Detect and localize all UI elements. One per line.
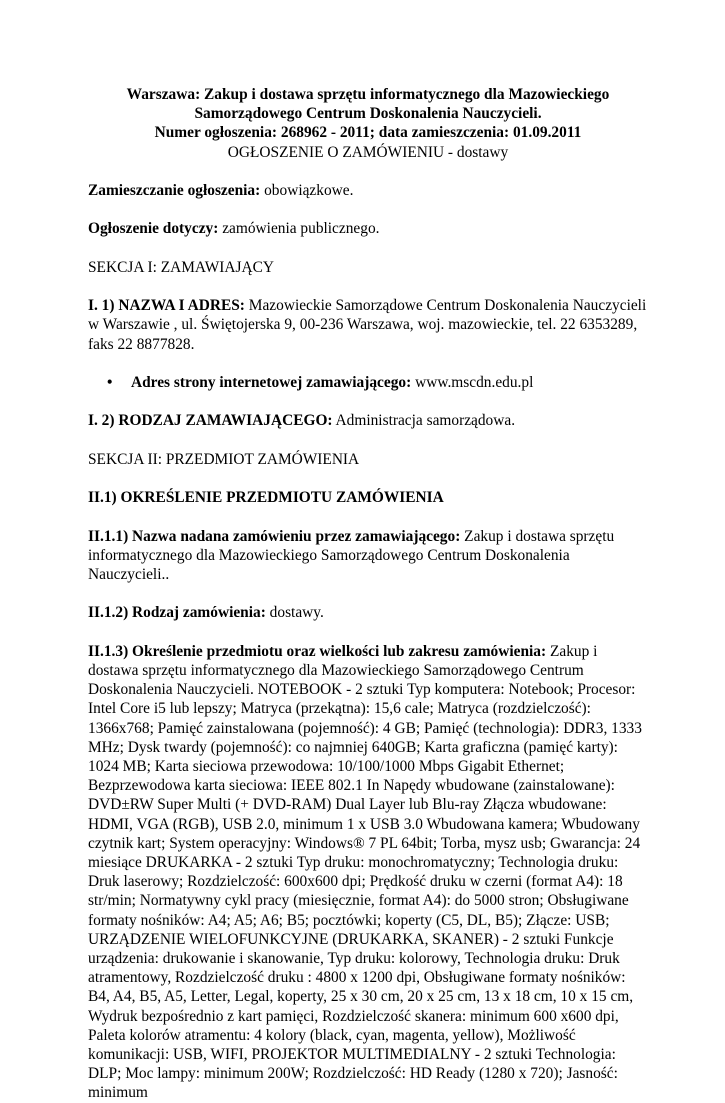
bullet-icon: • xyxy=(107,373,113,391)
header-notice-number: Numer ogłoszenia: 268962 - 2011; data zamieszczenia: 01.09.2011 xyxy=(154,124,582,142)
subject-scope-value: Zakup i dostawa sprzętu informatycznego dla Mazowieckiego Samorządowego Centrum Doskonalenia Nauczycieli. NOTEBOOK - 2 sztuki Typ komputera: Notebook; Procesor: Intel Core i5 lub lepszy; Matryca (przekątna): 15,6 cale; Matryca (rozdzielczość): 1366x768; Pamięć zainstalowana (pojemność): 4 GB; Pamięć (technologia): DDR3, 1333 MHz; Dysk twardy (pojemność): co najmniej 640GB; Karta graficzna (pamięć karty): 1024 MB; Karta sieciowa przewodowa: 10/100/1000 Mbps Gigabit Ethernet; Bezprzewodowa karta sieciowa: IEEE 802.1 In Napędy wbudowane (zainstalowane): DVD±RW Super Multi (+ DVD-RAM) Dual Layer lub Blu-ray Złącza wbudowane: HDMI, VGA (RGB), USB 2.0, minimum 1 x USB 3.0 Wbudowana kamera; Wbudowany czytnik kart; System operacyjny: Windows® 7 PL 64bit; Torba, mysz usb; Gwarancja: 24 miesiące DRUKARKA - 2 sztuki Typ druku: monochromatyczny; Technologia druku: Druk laserowy; Rozdzielczość: 600x600 dpi; Prędkość druku w czerni (format A4): 18 str/min; Normatywny cykl pracy (miesięcznie, format A4): do 5000 stron; Obsługiwane formaty nośników: A4; A5; A6; B5; pocztówki; koperty (C5, DL, B5); Złącze: USB; URZĄDZENIE WIELOFUNKCYJNE (DRUKARKA, SKANER) - 2 sztuki Funkcje urządzenia: drukowanie i skanowanie, Typ druku: kolorowy, Technologia druku: Druk atramentowy, Rozdzielczość druku : 4800 x 1200 dpi, Obsługiwane formaty nośników: B4, A4, B5, A5, Letter, Legal, koperty, 25 x 30 cm, 20 x 25 cm, 13 x 18 cm, 10 x 15 cm, Wydruk bezpośrednio z kart pamięci, Rozdzielczość skanera: minimum 600 x600 dpi, Paleta kolorów atramentu: 4 kolory (black, cyan, magenta, yellow), Możliwość komunikacji: USB, WIFI, PROJEKTOR MULTIMEDIALNY - 2 sztuki Technologia: DLP; Moc lampy: minimum 200W; Rozdzielczość: HD Ready (1280 x 720); Jasność: minimum xyxy=(88,642,642,1102)
contract-type-label: II.1.2) Rodzaj zamówienia: xyxy=(88,604,266,622)
contract-type xyxy=(88,603,648,622)
website-list-item xyxy=(88,373,648,392)
subject-scope xyxy=(88,642,648,1103)
posting-mode-label: Zamieszczanie ogłoszenia: xyxy=(88,182,261,199)
subject-definition-heading xyxy=(88,488,648,507)
posting-mode-value: obowiązkowe. xyxy=(260,182,354,199)
contracting-authority-address xyxy=(88,296,648,354)
address-value: Mazowieckie Samorządowe Centrum Doskonalenia Nauczycieli w Warszawie , ul. Świętojerska 9, 00-236 Warszawa, woj. mazowieckie, tel. 22 6353289, faks 22 8877828. xyxy=(88,297,647,353)
document-page xyxy=(88,85,648,1103)
posting-mode xyxy=(88,181,648,200)
notice-concerns xyxy=(88,219,648,238)
authority-type-value: Administracja samorządowa. xyxy=(332,412,516,430)
authority-type-label: I. 2) RODZAJ ZAMAWIAJĄCEGO: xyxy=(88,412,333,430)
header-notice-type: OGŁOSZENIE O ZAMÓWIENIU - dostawy xyxy=(227,143,509,161)
website-label: Adres strony internetowej zamawiającego: xyxy=(131,373,412,391)
notice-concerns-label: Ogłoszenie dotyczy: xyxy=(88,220,219,238)
header-title-line-2: Samorządowego Centrum Doskonalenia Nauczycieli. xyxy=(194,105,542,123)
contract-name-value: Zakup i dostawa sprzętu informatycznego dla Mazowieckiego Samorządowego Centrum Doskonalenia Nauczycieli.. xyxy=(88,527,615,583)
subject-scope-label: II.1.3) Określenie przedmiotu oraz wielkości lub zakresu zamówienia: xyxy=(88,642,547,660)
header-title-line-1: Warszawa: Zakup i dostawa sprzętu informatycznego dla Mazowieckiego xyxy=(126,86,610,103)
website-url[interactable]: www.mscdn.edu.pl xyxy=(411,373,534,391)
notice-header xyxy=(88,85,648,162)
subject-definition-heading-text: II.1) OKREŚLENIE PRZEDMIOTU ZAMÓWIENIA xyxy=(88,489,444,507)
section-2-heading: SEKCJA II: PRZEDMIOT ZAMÓWIENIA xyxy=(88,450,360,468)
contract-type-value: dostawy. xyxy=(265,604,324,622)
authority-type xyxy=(88,411,648,430)
contract-name xyxy=(88,527,648,585)
address-label: I. 1) NAZWA I ADRES: xyxy=(88,297,245,315)
contract-name-label: II.1.1) Nazwa nadana zamówieniu przez zamawiającego: xyxy=(88,527,461,545)
notice-concerns-value: zamówienia publicznego. xyxy=(218,220,380,238)
section-1-heading: SEKCJA I: ZAMAWIAJĄCY xyxy=(88,258,275,276)
